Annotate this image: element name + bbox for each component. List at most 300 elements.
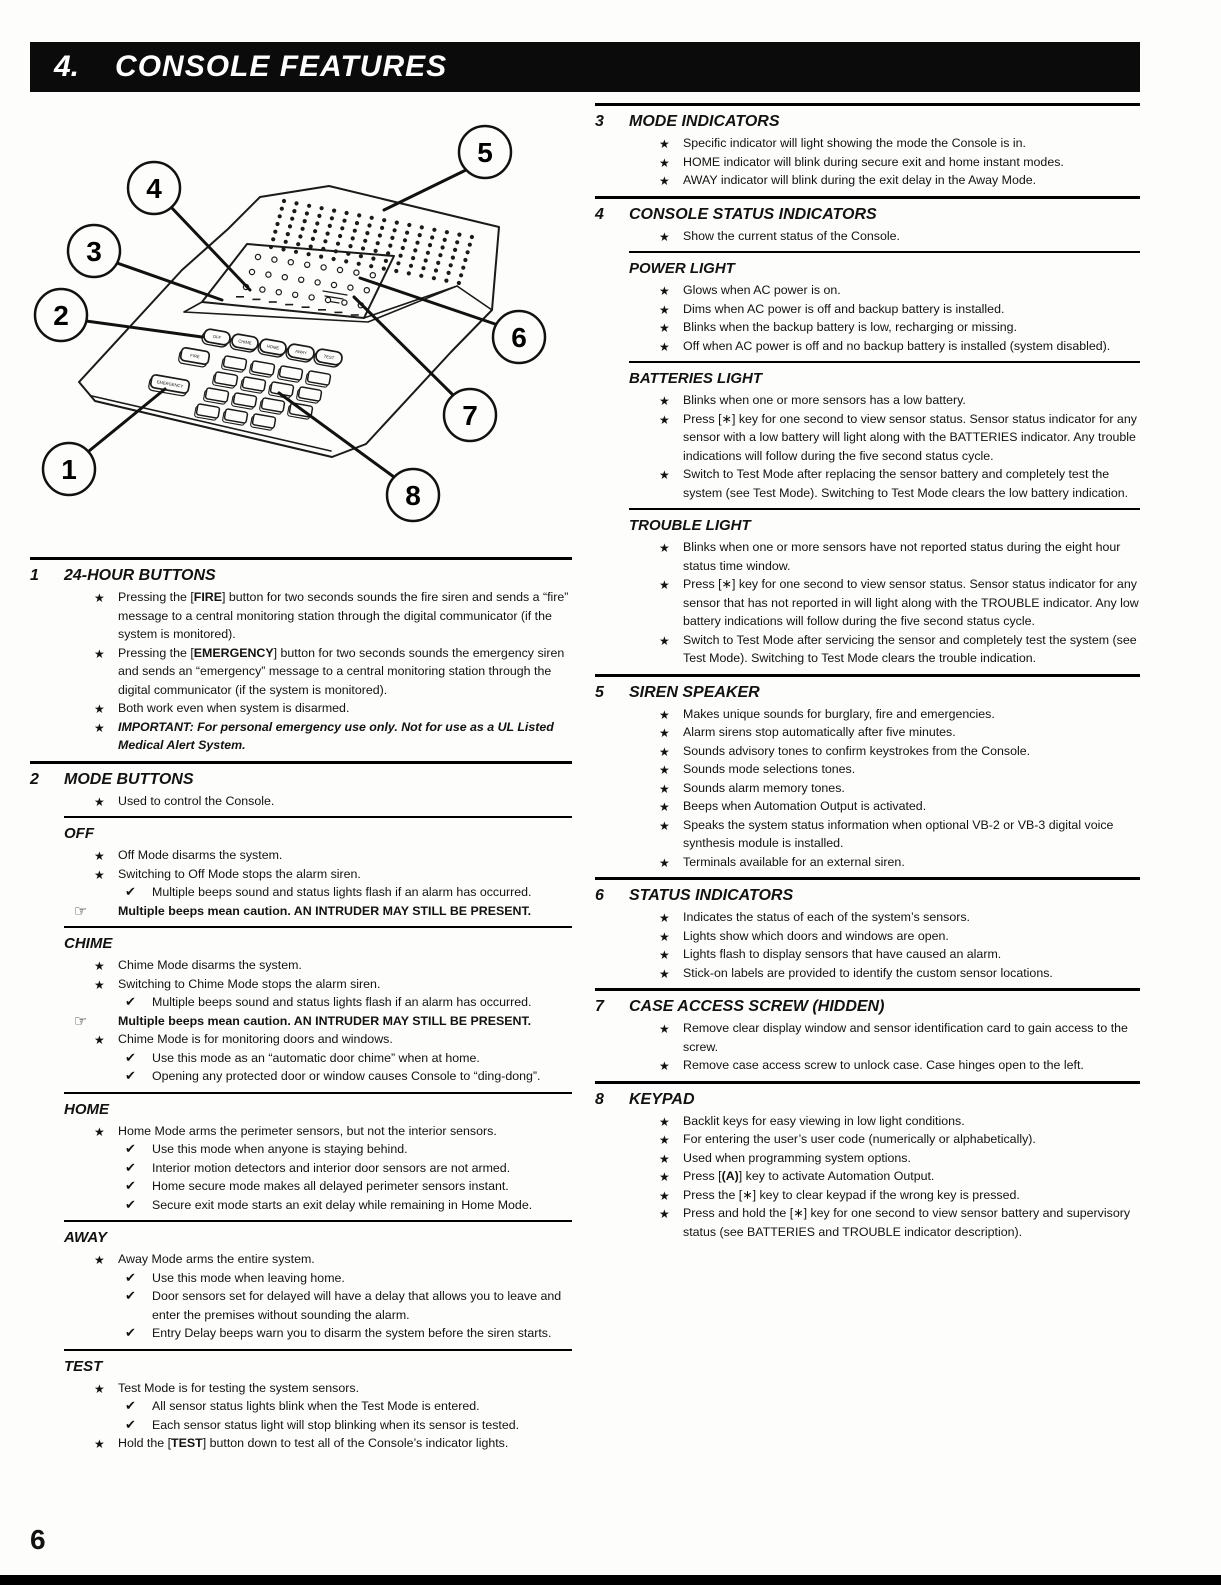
- speaker-dot: [441, 245, 445, 249]
- section-number: 6: [595, 887, 604, 904]
- bullet-item: [30, 975, 572, 994]
- sensor-led: [321, 265, 326, 270]
- bullet-item: [595, 908, 1140, 927]
- sensor-led: [331, 282, 336, 287]
- star-icon: ★: [659, 818, 670, 833]
- subsection-off: [30, 816, 572, 926]
- star-icon: ★: [659, 394, 670, 408]
- speaker-dot: [346, 252, 350, 256]
- bullet-text: Dims when AC power is off and backup battery is installed.: [683, 301, 1005, 316]
- speaker-dot: [444, 279, 448, 283]
- console-diagram-svg: [32, 100, 577, 555]
- bullet-item: [595, 631, 1140, 668]
- speaker-dot: [301, 227, 305, 231]
- section-number: 4: [595, 205, 604, 223]
- star-icon: ★: [659, 1114, 670, 1129]
- sensor-led: [276, 290, 281, 295]
- bullet-item: [30, 993, 572, 1012]
- speaker-dot: [298, 234, 302, 238]
- speaker-dot: [345, 211, 349, 215]
- speaker-dot: [278, 214, 282, 218]
- speaker-dot: [438, 253, 442, 257]
- bullet-item: [595, 410, 1140, 466]
- star-icon: ★: [94, 720, 105, 735]
- speaker-dot: [371, 257, 375, 261]
- sensor-led: [342, 300, 347, 305]
- sensor-led: [348, 285, 353, 290]
- bullet-text: Home Mode arms the perimeter sensors, but not the interior sensors.: [118, 1123, 497, 1138]
- speaker-dot: [459, 273, 463, 277]
- subsection-title: HOME: [64, 1100, 109, 1118]
- section-rule: [64, 1092, 572, 1094]
- callout-4: [128, 162, 180, 214]
- speaker-dot: [457, 281, 461, 285]
- speaker-dot: [290, 217, 294, 221]
- fire-button-label: FIRE: [189, 352, 201, 360]
- speaker-dot: [307, 204, 311, 208]
- bullet-text: Sounds mode selections tones.: [683, 762, 856, 776]
- bullet-item: [595, 318, 1140, 337]
- speaker-dot: [445, 230, 449, 234]
- speaker-dot: [420, 225, 424, 229]
- check-icon: ✔: [125, 1069, 136, 1084]
- star-icon: ★: [659, 339, 670, 354]
- speaker-dot: [338, 234, 342, 238]
- chapter-number: 4.: [54, 50, 80, 83]
- bullet-item: [595, 705, 1140, 724]
- bullet-text: Show the current status of the Console.: [683, 228, 900, 243]
- speaker-dot: [376, 241, 380, 245]
- sensor-led: [337, 267, 342, 272]
- section-number: 2: [30, 770, 39, 788]
- sensor-label-dash: [318, 309, 326, 311]
- callout-3: [68, 225, 120, 277]
- speaker-dot: [428, 243, 432, 247]
- speaker-dot: [319, 255, 323, 259]
- bullet-text: Blinks when one or more sensors have not reported status during the eight hour status time window.: [683, 540, 1121, 573]
- bullet-text: Used to control the Console.: [118, 793, 275, 808]
- sensor-led: [370, 273, 375, 278]
- sensor-led: [260, 287, 265, 292]
- bullet-item: [595, 281, 1140, 300]
- bullet-text: Chime Mode disarms the system.: [118, 958, 302, 972]
- callout-6: [493, 311, 545, 363]
- bullet-text: Secure exit mode starts an exit delay while remaining in Home Mode.: [152, 1197, 533, 1212]
- bullet-text: Sounds advisory tones to confirm keystrokes from the Console.: [683, 743, 1031, 758]
- star-icon: ★: [659, 578, 670, 592]
- bullet-text: Multiple beeps mean caution. AN INTRUDER MAY STILL BE PRESENT.: [118, 1013, 532, 1028]
- bullet-item: [595, 742, 1140, 761]
- speaker-dot: [395, 221, 399, 225]
- check-icon: ✔: [125, 1399, 136, 1414]
- bullet-text: IMPORTANT: For personal emergency use only. Not for use as a UL Listed Medical Alert System.: [118, 719, 554, 752]
- speaker-dot: [432, 228, 436, 232]
- bullet-text: Alarm sirens stop automatically after five minutes.: [683, 725, 956, 739]
- bullet-item: [595, 945, 1140, 964]
- bullet-text: Off Mode disarms the system.: [118, 848, 283, 862]
- star-icon: ★: [94, 1437, 105, 1451]
- subsection-batteries-light: [595, 361, 1140, 508]
- bullet-item: [595, 1130, 1140, 1149]
- sensor-label-dash: [285, 304, 293, 306]
- speaker-dot: [407, 223, 411, 227]
- callout-2: [35, 289, 87, 341]
- subsection-title: OFF: [64, 825, 94, 842]
- star-icon: ★: [659, 966, 670, 981]
- subsection-title: POWER LIGHT: [629, 260, 735, 277]
- bullet-item: [30, 1269, 572, 1288]
- speaker-dot: [399, 254, 403, 258]
- bullet-text: Test Mode is for testing the system sensors.: [118, 1380, 360, 1395]
- star-icon: ★: [659, 1170, 670, 1184]
- speaker-dot: [409, 264, 413, 268]
- bullet-item: [595, 853, 1140, 872]
- bullet-text: Off when AC power is off and no backup battery is installed (system disabled).: [683, 338, 1111, 353]
- speaker-dot: [294, 250, 298, 254]
- bullet-item: [595, 1112, 1140, 1131]
- speaker-dot: [296, 242, 300, 246]
- sensor-led: [282, 275, 287, 280]
- sensor-led: [299, 277, 304, 282]
- speaker-dot: [282, 199, 286, 203]
- bullet-text: Backlit keys for easy viewing in low light conditions.: [683, 1113, 965, 1128]
- star-icon: ★: [659, 284, 670, 298]
- star-icon: ★: [94, 794, 105, 809]
- speaker-dot: [432, 276, 436, 280]
- section-number: 3: [595, 113, 604, 130]
- section-rule: [30, 557, 572, 560]
- section-rule: [629, 251, 1140, 253]
- speaker-dot: [334, 249, 338, 253]
- speaker-dot: [271, 237, 275, 241]
- bullet-text: Switching to Chime Mode stops the alarm siren.: [118, 976, 381, 991]
- check-icon: ✔: [125, 1270, 136, 1286]
- subsection-chime: [30, 926, 572, 1092]
- speaker-dot: [332, 209, 336, 213]
- sensor-led: [266, 272, 271, 277]
- check-icon: ✔: [125, 995, 136, 1010]
- speaker-dot: [367, 223, 371, 227]
- bullet-item: [595, 391, 1140, 410]
- speaker-dot: [280, 207, 284, 211]
- speaker-dot: [421, 266, 425, 270]
- bullet-item: [30, 644, 572, 700]
- mode-button-label: AWAY: [294, 348, 308, 356]
- section-rule: [595, 674, 1140, 677]
- bullet-text: Switch to Test Mode after replacing the sensor battery and completely test the system (see Test Mode). Switching to Test Mode clears the low battery indication.: [683, 467, 1129, 500]
- star-icon: ★: [659, 174, 670, 188]
- section-3: [595, 103, 1140, 196]
- bullet-text: Speaks the system status information when optional VB-2 or VB-3 digital voice synthesis module is installed.: [683, 817, 1114, 850]
- sensor-led: [364, 288, 369, 293]
- star-icon: ★: [659, 744, 670, 759]
- bullet-text: Blinks when the backup battery is low, recharging or missing.: [683, 320, 1018, 334]
- star-icon: ★: [659, 763, 670, 777]
- star-icon: ★: [659, 412, 670, 427]
- sensor-led: [293, 292, 298, 297]
- bullet-item: [30, 865, 572, 884]
- bullet-text: Multiple beeps sound and status lights flash if an alarm has occurred.: [152, 885, 532, 899]
- section-8: [595, 1081, 1140, 1248]
- bullet-text: Use this mode when leaving home.: [152, 1270, 345, 1285]
- speaker-dot: [453, 248, 457, 252]
- subsection-home: [30, 1092, 572, 1221]
- bullet-item: [595, 153, 1140, 172]
- subsection-title: CHIME: [64, 935, 113, 952]
- bullet-item: [30, 792, 572, 811]
- section-7: [595, 988, 1140, 1081]
- star-icon: ★: [659, 302, 670, 317]
- speaker-dot: [353, 229, 357, 233]
- bullet-item: [30, 1434, 572, 1453]
- star-icon: ★: [659, 1133, 670, 1147]
- section-2: [30, 761, 572, 817]
- section-rule: [64, 816, 572, 818]
- bullet-item: [595, 538, 1140, 575]
- star-icon: ★: [94, 702, 105, 716]
- speaker-dot: [288, 224, 292, 228]
- speaker-dot: [393, 228, 397, 232]
- bullet-text: Lights show which doors and windows are open.: [683, 928, 949, 943]
- svg-text:8: 8: [405, 480, 421, 511]
- leader-line-5: [384, 169, 468, 210]
- speaker-dot: [336, 242, 340, 246]
- bullet-item: [595, 760, 1140, 779]
- bullet-text: Switch to Test Mode after servicing the sensor and completely test the system (see Test Mode). Switching to Test Mode clears the trouble indication.: [683, 632, 1137, 665]
- bullet-item: [30, 846, 572, 865]
- speaker-dot: [351, 236, 355, 240]
- bullet-text: Specific indicator will light showing the mode the Console is in.: [683, 136, 1026, 150]
- section-6: [595, 877, 1140, 988]
- star-icon: ★: [94, 1033, 105, 1047]
- subsection-title: TROUBLE LIGHT: [629, 517, 751, 534]
- section-number: 1: [30, 567, 39, 584]
- bullet-text: Switching to Off Mode stops the alarm siren.: [118, 866, 361, 881]
- speaker-dot: [382, 267, 386, 271]
- bullet-text: Beeps when Automation Output is activated.: [683, 799, 927, 813]
- bullet-item: [30, 1049, 572, 1068]
- speaker-dot: [374, 249, 378, 253]
- section-title: CONSOLE STATUS INDICATORS: [629, 205, 877, 223]
- speaker-dot: [386, 251, 390, 255]
- star-icon: ★: [94, 867, 105, 882]
- bullet-item: [595, 1056, 1140, 1075]
- speaker-dot: [323, 239, 327, 243]
- hand-icon: ☞: [74, 901, 88, 920]
- speaker-dot: [305, 211, 309, 215]
- star-icon: ★: [659, 541, 670, 555]
- speaker-dot: [426, 251, 430, 255]
- bullet-item: [30, 1159, 572, 1178]
- sensor-label-dash: [302, 306, 310, 308]
- speaker-dot: [457, 233, 461, 237]
- sensor-led: [288, 260, 293, 265]
- mode-button-label: OFF: [212, 333, 222, 341]
- speaker-dot: [434, 268, 438, 272]
- bullet-item: [595, 227, 1140, 246]
- speaker-dot: [326, 232, 330, 236]
- speaker-dot: [359, 254, 363, 258]
- bullet-text: Both work even when system is disarmed.: [118, 701, 350, 715]
- speaker-dot: [365, 231, 369, 235]
- section-title: KEYPAD: [629, 1090, 695, 1108]
- bullet-text: Interior motion detectors and interior door sensors are not armed.: [152, 1160, 511, 1175]
- star-icon: ★: [659, 1059, 670, 1073]
- bullet-item: [595, 337, 1140, 356]
- speaker-dot: [390, 236, 394, 240]
- speaker-dot: [461, 266, 465, 270]
- star-icon: ★: [659, 1207, 670, 1221]
- bullet-item: [595, 1204, 1140, 1241]
- section-number: 5: [595, 683, 604, 701]
- page-number: 6: [30, 1524, 46, 1555]
- speaker-dot: [363, 239, 367, 243]
- bullet-text: Use this mode as an “automatic door chime” when at home.: [152, 1050, 480, 1065]
- star-icon: ★: [659, 137, 670, 151]
- bullet-item: [30, 588, 572, 644]
- star-icon: ★: [659, 911, 670, 925]
- svg-text:7: 7: [462, 400, 478, 431]
- bullet-text: Pressing the [EMERGENCY] button for two seconds sounds the emergency siren and sends an “emergency” message to a central monitoring station through the digital communicator (if the system is monitored).: [118, 645, 565, 697]
- speaker-dot: [401, 246, 405, 250]
- speaker-dot: [384, 259, 388, 263]
- section-rule: [64, 1349, 572, 1351]
- bullet-text: Hold the [TEST] button down to test all of the Console’s indicator lights.: [118, 1436, 509, 1450]
- check-icon: ✔: [125, 1160, 136, 1176]
- bullet-text: Press and hold the [∗] key for one second to view sensor battery and supervisory status (see BATTERIES and TROUBLE indicator description).: [683, 1206, 1131, 1239]
- svg-text:5: 5: [477, 137, 493, 168]
- bullet-text: Makes unique sounds for burglary, fire and emergencies.: [683, 706, 995, 721]
- star-icon: ★: [94, 849, 105, 863]
- speaker-dot: [317, 214, 321, 218]
- star-icon: ★: [94, 591, 105, 605]
- bullet-item: [30, 1416, 572, 1435]
- speaker-dot: [273, 230, 277, 234]
- star-icon: ★: [659, 929, 670, 944]
- bullet-item: [595, 465, 1140, 502]
- section-rule: [595, 877, 1140, 880]
- speaker-dot: [355, 221, 359, 225]
- section-rule: [595, 103, 1140, 106]
- speaker-dot: [344, 259, 348, 263]
- bullet-item: [30, 718, 572, 755]
- check-icon: ✔: [125, 1289, 136, 1304]
- star-icon: ★: [659, 1188, 670, 1203]
- section-title: CASE ACCESS SCREW (HIDDEN): [629, 998, 885, 1015]
- speaker-dot: [340, 226, 344, 230]
- bullet-text: Lights flash to display sensors that have caused an alarm.: [683, 947, 1002, 961]
- speaker-dot: [451, 256, 455, 260]
- speaker-dot: [332, 257, 336, 261]
- bullet-text: Door sensors set for delayed will have a delay that allows you to leave and enter the premises without sounding the alarm.: [152, 1289, 562, 1322]
- speaker-dot: [455, 240, 459, 244]
- speaker-dot: [449, 263, 453, 267]
- speaker-dot: [436, 261, 440, 265]
- bullet-text: Stick-on labels are provided to identify the custom sensor locations.: [683, 965, 1053, 980]
- chapter-header: [30, 42, 1140, 92]
- section-rule: [595, 196, 1140, 199]
- right-text-column: [595, 103, 1140, 1247]
- speaker-dot: [447, 271, 451, 275]
- bullet-item: [30, 699, 572, 718]
- check-icon: ✔: [125, 1142, 136, 1157]
- speaker-dot: [413, 248, 417, 252]
- sensor-led: [272, 257, 277, 262]
- bullet-item: [30, 1379, 572, 1398]
- speaker-dot: [309, 245, 313, 249]
- speaker-dot: [307, 252, 311, 256]
- check-icon: ✔: [125, 1197, 136, 1213]
- bullet-item: [595, 1149, 1140, 1168]
- subsection-title: AWAY: [64, 1229, 108, 1246]
- bullet-item: [30, 883, 572, 902]
- section-rule: [629, 361, 1140, 363]
- star-icon: ★: [659, 321, 670, 335]
- speaker-dot: [303, 219, 307, 223]
- star-icon: ★: [659, 707, 670, 722]
- bullet-text: Each sensor status light will stop blinking when its sensor is tested.: [152, 1417, 520, 1432]
- speaker-dot: [468, 243, 472, 247]
- bullet-text: Terminals available for an external siren.: [683, 854, 905, 869]
- bullet-item: [30, 1012, 572, 1031]
- bullet-item: [595, 575, 1140, 631]
- bullet-item: [595, 300, 1140, 319]
- speaker-dot: [294, 201, 298, 205]
- sensor-led: [325, 297, 330, 302]
- section-rule: [64, 1220, 572, 1222]
- bullet-text: Press the [∗] key to clear keypad if the wrong key is pressed.: [683, 1187, 1020, 1202]
- check-icon: ✔: [125, 1326, 136, 1341]
- bullet-text: HOME indicator will blink during secure exit and home instant modes.: [683, 154, 1064, 169]
- sensor-led: [255, 254, 260, 259]
- bullet-item: [30, 1324, 572, 1343]
- bullet-item: [30, 956, 572, 975]
- bullet-item: [30, 1250, 572, 1269]
- bullet-item: [30, 1140, 572, 1159]
- speaker-dot: [370, 216, 374, 220]
- bullet-text: Home secure mode makes all delayed perimeter sensors instant.: [152, 1179, 509, 1193]
- bullet-text: All sensor status lights blink when the Test Mode is entered.: [152, 1399, 480, 1413]
- speaker-dot: [411, 256, 415, 260]
- console-illustration: [32, 100, 577, 555]
- bullet-item: [595, 1186, 1140, 1205]
- bullet-text: Chime Mode is for monitoring doors and windows.: [118, 1032, 393, 1046]
- bullet-text: Press [∗] key for one second to view sensor status. Sensor status indicator for any sensor with a low battery will light along with the BATTERIES indicator. Any trouble indications will follow during the five second status cycle.: [683, 411, 1137, 463]
- svg-text:6: 6: [511, 322, 527, 353]
- bullet-item: [30, 1067, 572, 1086]
- sensor-led: [354, 270, 359, 275]
- sensor-led: [249, 269, 254, 274]
- check-icon: ✔: [125, 885, 136, 900]
- sensor-label-dash: [351, 314, 359, 316]
- svg-text:1: 1: [61, 454, 77, 485]
- bullet-item: [595, 134, 1140, 153]
- callout-7: [444, 389, 496, 441]
- section-title: MODE BUTTONS: [64, 770, 194, 788]
- speaker-dot: [281, 247, 285, 251]
- bullet-item: [30, 1177, 572, 1196]
- speaker-dot: [284, 240, 288, 244]
- bullet-item: [30, 1287, 572, 1324]
- section-title: 24-HOUR BUTTONS: [64, 567, 216, 584]
- star-icon: ★: [659, 468, 670, 482]
- sensor-label-dash: [334, 312, 342, 314]
- star-icon: ★: [94, 977, 105, 992]
- footer-bar: [0, 1575, 1221, 1585]
- bullet-item: [595, 779, 1140, 798]
- check-icon: ✔: [125, 1050, 136, 1066]
- speaker-dot: [292, 209, 296, 213]
